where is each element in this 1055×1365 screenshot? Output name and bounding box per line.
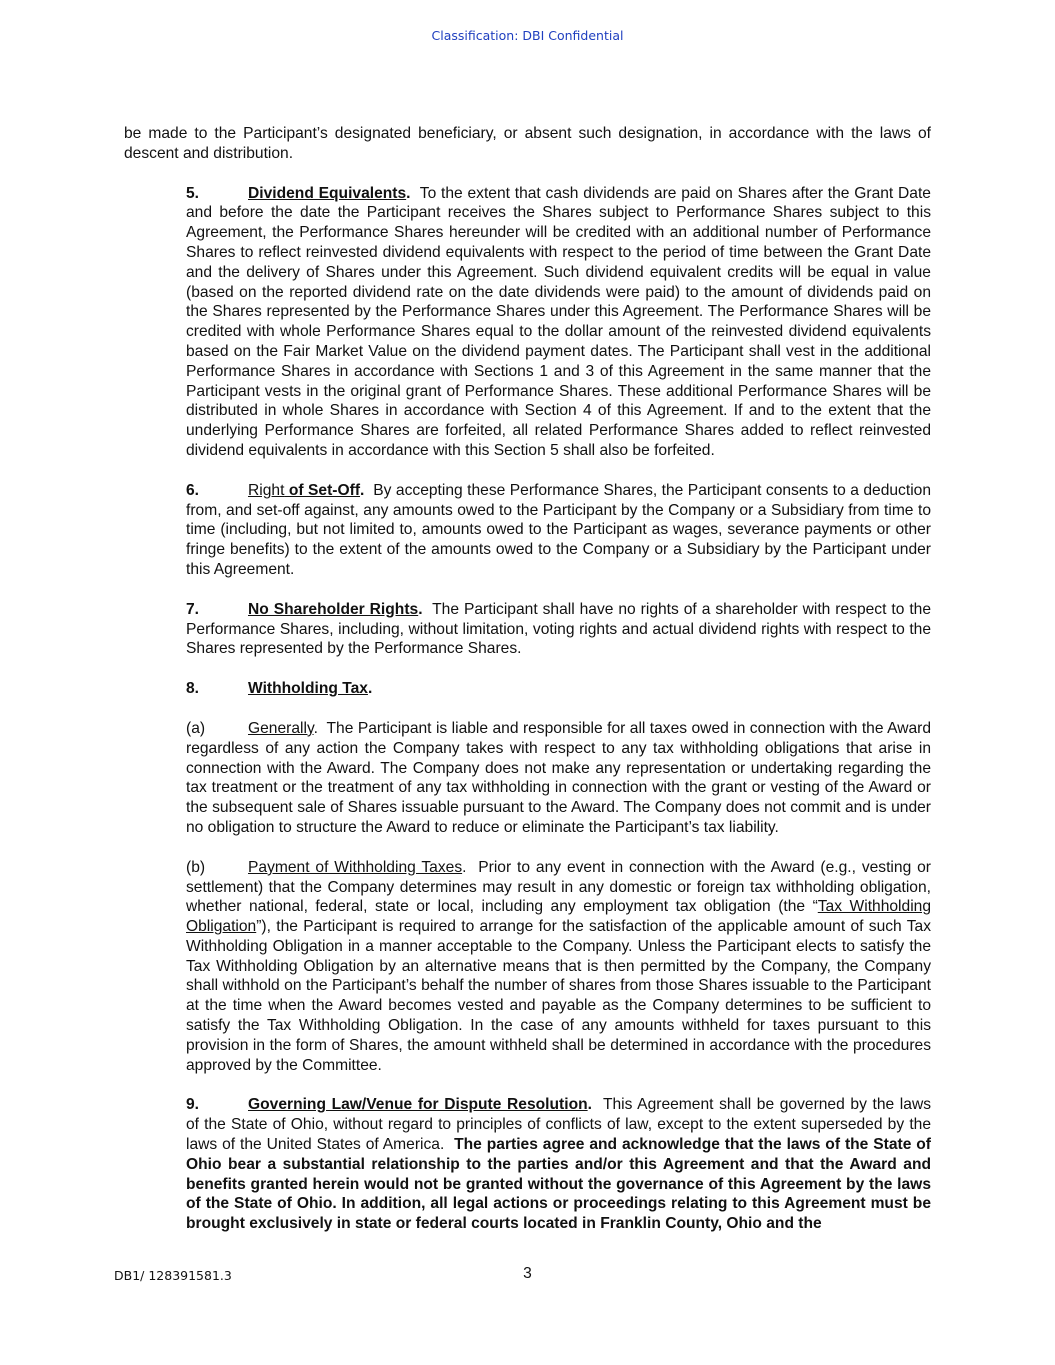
section-9 — [124, 1095, 931, 1234]
page-number: 3 — [523, 1265, 532, 1282]
section-6 — [124, 481, 931, 580]
section-8-heading-punct: . — [367, 680, 373, 698]
section-5 — [124, 184, 931, 461]
section-8b-text-2: ”), the Participant is required to arrange for the satisfaction of the applicable amount of such Tax Withholding Obligation in a manner acceptable to the Company. Unless the Participant elects to satisfy the Tax Withholding Obligation by an alternative means that is then permitted by the Company, the Company shall withhold on the Participant’s behalf the number of shares from those Shares issuable to the Participant at the time when the Award becomes vested and payable as the Company determines to be sufficient to satisfy the Tax Withholding Obligation. In the case of any amounts withheld for taxes pursuant to this provision in the form of Shares, the amount withheld shall be determined in accordance with the procedures approved by the Committee. — [186, 918, 931, 1074]
section-5-text: To the extent that cash dividends are paid on Shares after the Grant Date and before the date the Participant receives the Shares subject to Performance Shares subject to this Agreement, the Performance Shares hereunder will be credited with an additional number of Performance Shares to reflect reinvested dividend equivalents with respect to the period of time between the Grant Date and the delivery of Shares under this Agreement. Such dividend equivalent credits will be equal in value (based on the reported dividend rate on the date dividends were paid) to the amount of dividends paid on the Shares represented by the Performance Shares under this Agreement. The Performance Shares will be credited with whole Performance Shares equal to the dollar amount of the reinvested dividend equivalents based on the Fair Market Value on the dividend payment dates. The Participant shall vest in the additional Performance Shares in accordance with Sections 1 and 3 of this Agreement in the same manner that the Participant vests in the original grant of Performance Shares. These additional Performance Shares will be distributed in whole Shares in accordance with Section 4 of this Agreement. If and to the extent that the underlying Performance Shares are forfeited, all related Performance Shares added to reflect reinvested dividend equivalents in accordance with this Section 5 shall also be forfeited. — [186, 184, 931, 459]
document-body — [124, 124, 931, 1234]
section-6-heading-a: Right — [248, 481, 285, 499]
section-7 — [124, 600, 931, 659]
section-8b-text-1: Prior to any event in connection with the Award (e.g., vesting or settlement) that the Company determines may result in any domestic or foreign tax withholding obligation, whether national, federal, state or local, including any employment tax obligation (the “ — [186, 858, 931, 916]
section-6-text: By accepting these Performance Shares, the Participant consents to a deduction from, and set-off against, any amounts owed to the Participant by the Company or a Subsidiary from time to time (including, but not limited to, amounts owed to the Participant as wages, severance payments or other fringe benefits) to the extent of the amounts owed to the Company or a Subsidiary by the Participant under this Agreement. — [186, 481, 931, 578]
intro-paragraph: be made to the Participant’s designated beneficiary, or absent such designation, in accordance with the laws of descent and distribution. — [124, 125, 931, 162]
section-8a: (a) Generally. The Participant is liable and responsible for all taxes owed in connection with the Award regardless of any action the Company takes with respect to any tax withholding obligations that arise in connection with the Award. The Company does not make any representation or undertaking regarding the tax treatment or the treatment of any tax withholding in connection with the grant or vesting of the Award or the subsequent sale of Shares issuable pursuant to the Award. The Company does not commit and is under no obligation to structure the Award to reduce or eliminate the Participant’s tax liability. — [186, 719, 931, 836]
section-8b-label: (b) — [186, 858, 206, 876]
section-8-number: 8. — [186, 680, 200, 698]
section-8a-heading: Generally — [248, 719, 314, 737]
section-6-number: 6. — [186, 481, 200, 499]
section-8-heading: Withholding Tax — [248, 680, 368, 698]
section-6-heading-b: of Set-Off — [284, 481, 361, 499]
section-7-heading-punct: . — [418, 600, 423, 618]
section-9-bold-text: The parties agree and acknowledge that the laws of the State of Ohio bear a substantial relationship to the parties and/or this Agreement and that the Award and benefits granted herein would not be granted without the governance of this Agreement by the laws of the State of Ohio. In addition, all legal actions or proceedings relating to this Agreement must be brought exclusively in state or federal courts located in Franklin County, Ohio and the — [186, 1136, 931, 1233]
section-5-heading-punct: . — [406, 184, 411, 202]
section-8a-text: The Participant is liable and responsible for all taxes owed in connection with the Award regardless of any action the Company takes with respect to any tax withholding obligations that arise in connection with the Award. The Company does not make any representation or undertaking regarding the tax treatment or the treatment of any tax withholding in connection with the grant or vesting of the Award or the subsequent sale of Shares issuable pursuant to the Award. The Company does not commit and is under no obligation to structure the Award to reduce or eliminate the Participant’s tax liability. — [186, 719, 931, 836]
section-8b-defined-term: Tax Withholding Obligation — [186, 898, 932, 936]
section-8a-label: (a) — [186, 719, 206, 737]
section-9-text: This Agreement shall be governed by the laws of the State of Ohio, without regard to principles of conflicts of law, except to the extent superseded by the laws of the United States of America. — [186, 1096, 932, 1154]
classification-header: Classification: DBI Confidential — [431, 28, 624, 43]
section-5-number: 5. — [186, 184, 200, 202]
section-9-heading-punct: . — [587, 1096, 592, 1114]
section-9-heading: Governing Law/Venue for Dispute Resolution — [248, 1096, 588, 1114]
section-7-number: 7. — [186, 600, 200, 618]
section-8b: (b) Payment of Withholding Taxes. Prior to any event in connection with the Award (e.g., vesting or settlement) that the Company determines may result in any domestic or foreign tax withholding obligation, whether national, federal, state or local, including any employment tax obligation (the “Tax Withholding Obligation”), the Participant is required to arrange for the satisfaction of the applicable amount of such Tax Withholding Obligation in a manner acceptable to the Company. Unless the Participant elects to satisfy the Tax Withholding Obligation by an alternative means that is then permitted by the Company, the Company shall withhold on the Participant’s behalf the number of shares from those Shares issuable to the Participant at the time when the Award becomes vested and payable as the Company determines to be sufficient to satisfy the Tax Withholding Obligation. In the case of any amounts withheld for taxes pursuant to this provision in the form of Shares, the amount withheld shall be determined in accordance with the procedures approved by the Committee. — [186, 858, 932, 1074]
section-7-heading: No Shareholder Rights — [248, 600, 419, 618]
section-8 — [124, 679, 931, 699]
section-5-heading: Dividend Equivalents — [248, 184, 407, 202]
section-6-heading-punct: . — [360, 481, 365, 499]
section-8b-heading: Payment of Withholding Taxes — [248, 858, 463, 876]
section-9-number: 9. — [186, 1096, 200, 1114]
document-id: DB1/ 128391581.3 — [114, 1268, 232, 1283]
section-7-text: The Participant shall have no rights of a shareholder with respect to the Performance Shares, including, without limitation, voting rights and actual dividend rights with respect to the Shares represented by the Performance Shares. — [186, 600, 932, 658]
